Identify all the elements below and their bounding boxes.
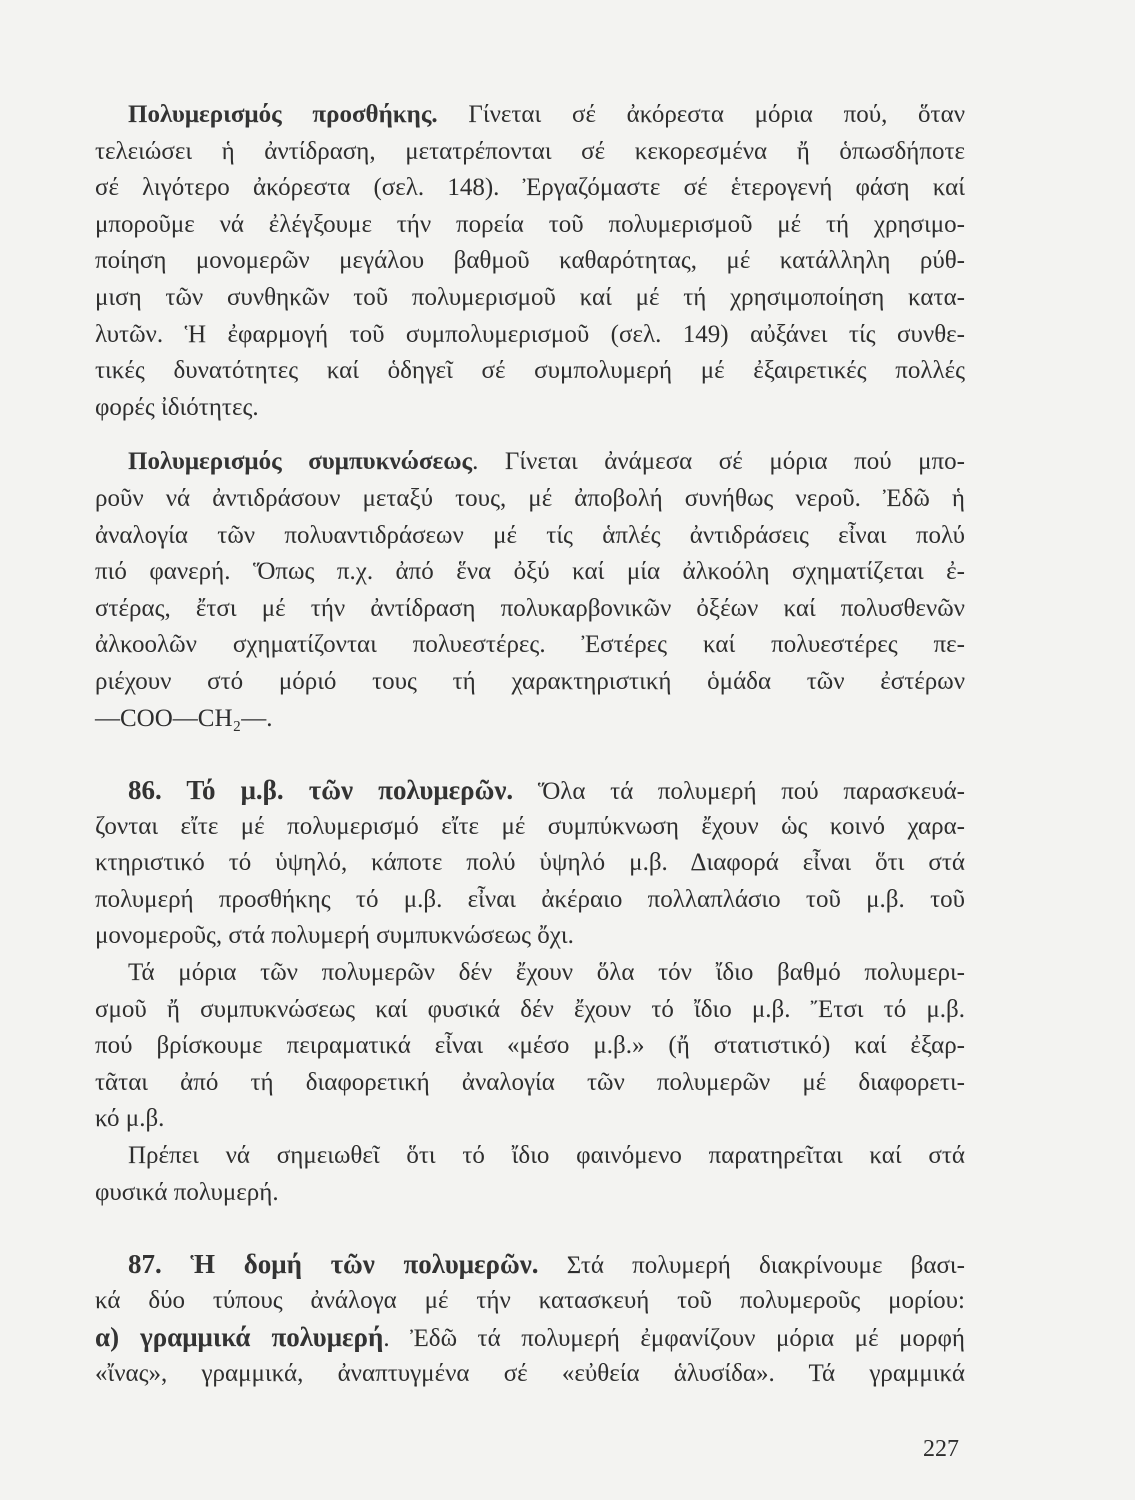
line-text: κτηριστικό τό ὑψηλό, κάποτε πολύ ὑψηλό μ.β. Διαφορά εἶναι ὅτι στά (95, 849, 965, 877)
text-line (95, 170, 965, 207)
bold-heading: 87. Ἡ δομή τῶν πολυμερῶν. (128, 1249, 539, 1280)
section-87-polymer-structure (95, 1246, 965, 1392)
line-text: —COO—CH₂—. (95, 704, 273, 732)
text-line (95, 97, 965, 134)
line-text: ροῦν νά ἀντιδράσουν μεταξύ τους, μέ ἀποβολή συνήθως νεροῦ. Ἐδῶ ἡ (95, 484, 965, 512)
line-text: «ἴνας», γραμμικά, ἀναπτυγμένα σέ «εὐθεία ἁλυσίδα». Τά γραμμικά (95, 1360, 965, 1387)
text-line (95, 955, 965, 992)
line-text: ἀλκοολῶν σχηματίζονται πολυεστέρες. Ἐστέρες καί πολυεστέρες πε- (95, 631, 965, 659)
text-line (95, 1356, 965, 1393)
line-text: σμοῦ ἤ συμπυκνώσεως καί φυσικά δέν ἔχουν τό ἴδιο μ.β. Ἔτσι τό μ.β. (95, 995, 965, 1023)
line-text: . Γίνεται ἀνάμεσα σέ μόρια πού μπο- (472, 448, 966, 476)
text-line (95, 1065, 965, 1102)
text-line (95, 317, 965, 354)
paragraph-condensation-polymerization (95, 444, 965, 737)
text-line (95, 992, 965, 1029)
text-line (95, 1101, 965, 1138)
line-text: πολυμερή προσθήκης τό μ.β. εἶναι ἀκέραιο πολλαπλάσιο τοῦ μ.β. τοῦ (95, 885, 965, 913)
section-86-molecular-weight (95, 772, 965, 955)
text-line (95, 845, 965, 882)
text-line (95, 243, 965, 280)
text-line (95, 1175, 965, 1212)
line-text: Ὅλα τά πολυμερή πού παρασκευά- (513, 778, 965, 806)
line-text: Πρέπει νά σημειωθεῖ ὅτι τό ἴδιο φαινόμενο παρατηρεῖται καί στά (128, 1142, 965, 1170)
text-line (95, 481, 965, 518)
text-line (95, 390, 965, 427)
line-text: Τά μόρια τῶν πολυμερῶν δέν ἔχουν ὅλα τόν ἴδιο βαθμό πολυμερι- (128, 959, 965, 987)
text-line (95, 518, 965, 555)
paragraph-natural-polymers (95, 1138, 965, 1211)
line-text: ποίηση μονομερῶν μεγάλου βαθμοῦ καθαρότητας, μέ κατάλληλη ρύθ- (95, 247, 965, 275)
line-text: κό μ.β. (95, 1105, 165, 1133)
text-line (95, 353, 965, 390)
paragraph-addition-polymerization (95, 97, 965, 426)
text-line (95, 772, 965, 809)
text-line (95, 918, 965, 955)
text-line (95, 280, 965, 317)
line-text: μιση τῶν συνθηκῶν τοῦ πολυμερισμοῦ καί μέ τή χρησιμοποίηση κατα- (95, 283, 965, 311)
text-line (95, 591, 965, 628)
line-text: σέ λιγότερο ἀκόρεστα (σελ. 148). Ἐργαζόμαστε σέ ἑτερογενή φάση καί (95, 174, 965, 202)
text-line (95, 134, 965, 171)
line-text: Στά πολυμερή διακρίνουμε βασι- (538, 1252, 965, 1280)
bold-heading: Πολυμερισμός προσθήκης. (128, 101, 438, 128)
line-text: πιό φανερή. Ὅπως π.χ. ἀπό ἕνα ὀξύ καί μία ἀλκοόλη σχηματίζεται ἐ- (95, 558, 965, 586)
line-text: φορές ἰδιότητες. (95, 393, 259, 421)
line-text: πού βρίσκουμε πειραματικά εἶναι «μέσο μ.β.» (ἤ στατιστικό) καί ἐξαρ- (95, 1032, 965, 1060)
line-text: μονομεροῦς, στά πολυμερή συμπυκνώσεως ὄχι. (95, 922, 574, 950)
line-text: στέρας, ἔτσι μέ τήν ἀντίδραση πολυκαρβονικῶν ὀξέων καί πολυσθενῶν (95, 594, 965, 622)
bold-heading: Πολυμερισμός συμπυκνώσεως (128, 448, 473, 476)
line-text: κά δύο τύπους ἀνάλογα μέ τήν κατασκευή τοῦ πολυμεροῦς μορίου: (95, 1286, 965, 1314)
text-line (95, 444, 965, 481)
text-line (95, 554, 965, 591)
text-line (95, 1283, 965, 1320)
line-text: τικές δυνατότητες καί ὁδηγεῖ σέ συμπολυμερή μέ ἐξαιρετικές πολλές (95, 357, 965, 385)
line-text: . Ἐδῶ τά πολυμερή ἐμφανίζουν μόρια μέ μορφή (383, 1325, 965, 1353)
line-text: ζονται εἴτε μέ πολυμερισμό εἴτε μέ συμπύκνωση ἔχουν ὡς κοινό χαρα- (95, 812, 965, 840)
text-line (95, 882, 965, 919)
line-text: ριέχουν στό μόριό τους τή χαρακτηριστική ὁμάδα τῶν ἐστέρων (95, 667, 965, 695)
line-text: Γίνεται σέ ἀκόρεστα μόρια πού, ὅταν (437, 101, 965, 128)
text-line (95, 1028, 965, 1065)
line-text: τελειώσει ἡ ἀντίδραση, μετατρέπονται σέ κεκορεσμένα ἤ ὁπωσδήποτε (95, 137, 965, 165)
bold-heading: 86. Τό μ.β. τῶν πολυμερῶν. (128, 775, 514, 806)
line-text: λυτῶν. Ἡ ἐφαρμογή τοῦ συμπολυμερισμοῦ (σελ. 149) αὐξάνει τίς συνθε- (95, 320, 965, 348)
line-text: μποροῦμε νά ἐλέγξουμε τήν πορεία τοῦ πολυμερισμοῦ μέ τή χρησιμο- (95, 210, 965, 238)
page-body (95, 97, 965, 1393)
text-line (95, 664, 965, 701)
line-text: τᾶται ἀπό τή διαφορετική ἀναλογία τῶν πολυμερῶν μέ διαφορετι- (95, 1068, 965, 1096)
paragraph-average-molecular-weight (95, 955, 965, 1138)
text-line (95, 627, 965, 664)
text-line (95, 1246, 965, 1283)
text-line (95, 1138, 965, 1175)
text-line (95, 1319, 965, 1356)
page-number: 227 (923, 1436, 959, 1462)
text-line (95, 207, 965, 244)
text-line (95, 701, 965, 738)
line-text: ἀναλογία τῶν πολυαντιδράσεων μέ τίς ἁπλές ἀντιδράσεις εἶναι πολύ (95, 521, 965, 549)
line-text: φυσικά πολυμερή. (95, 1178, 279, 1206)
bold-heading: α) γραμμικά πολυμερή (95, 1322, 384, 1353)
text-line (95, 809, 965, 846)
